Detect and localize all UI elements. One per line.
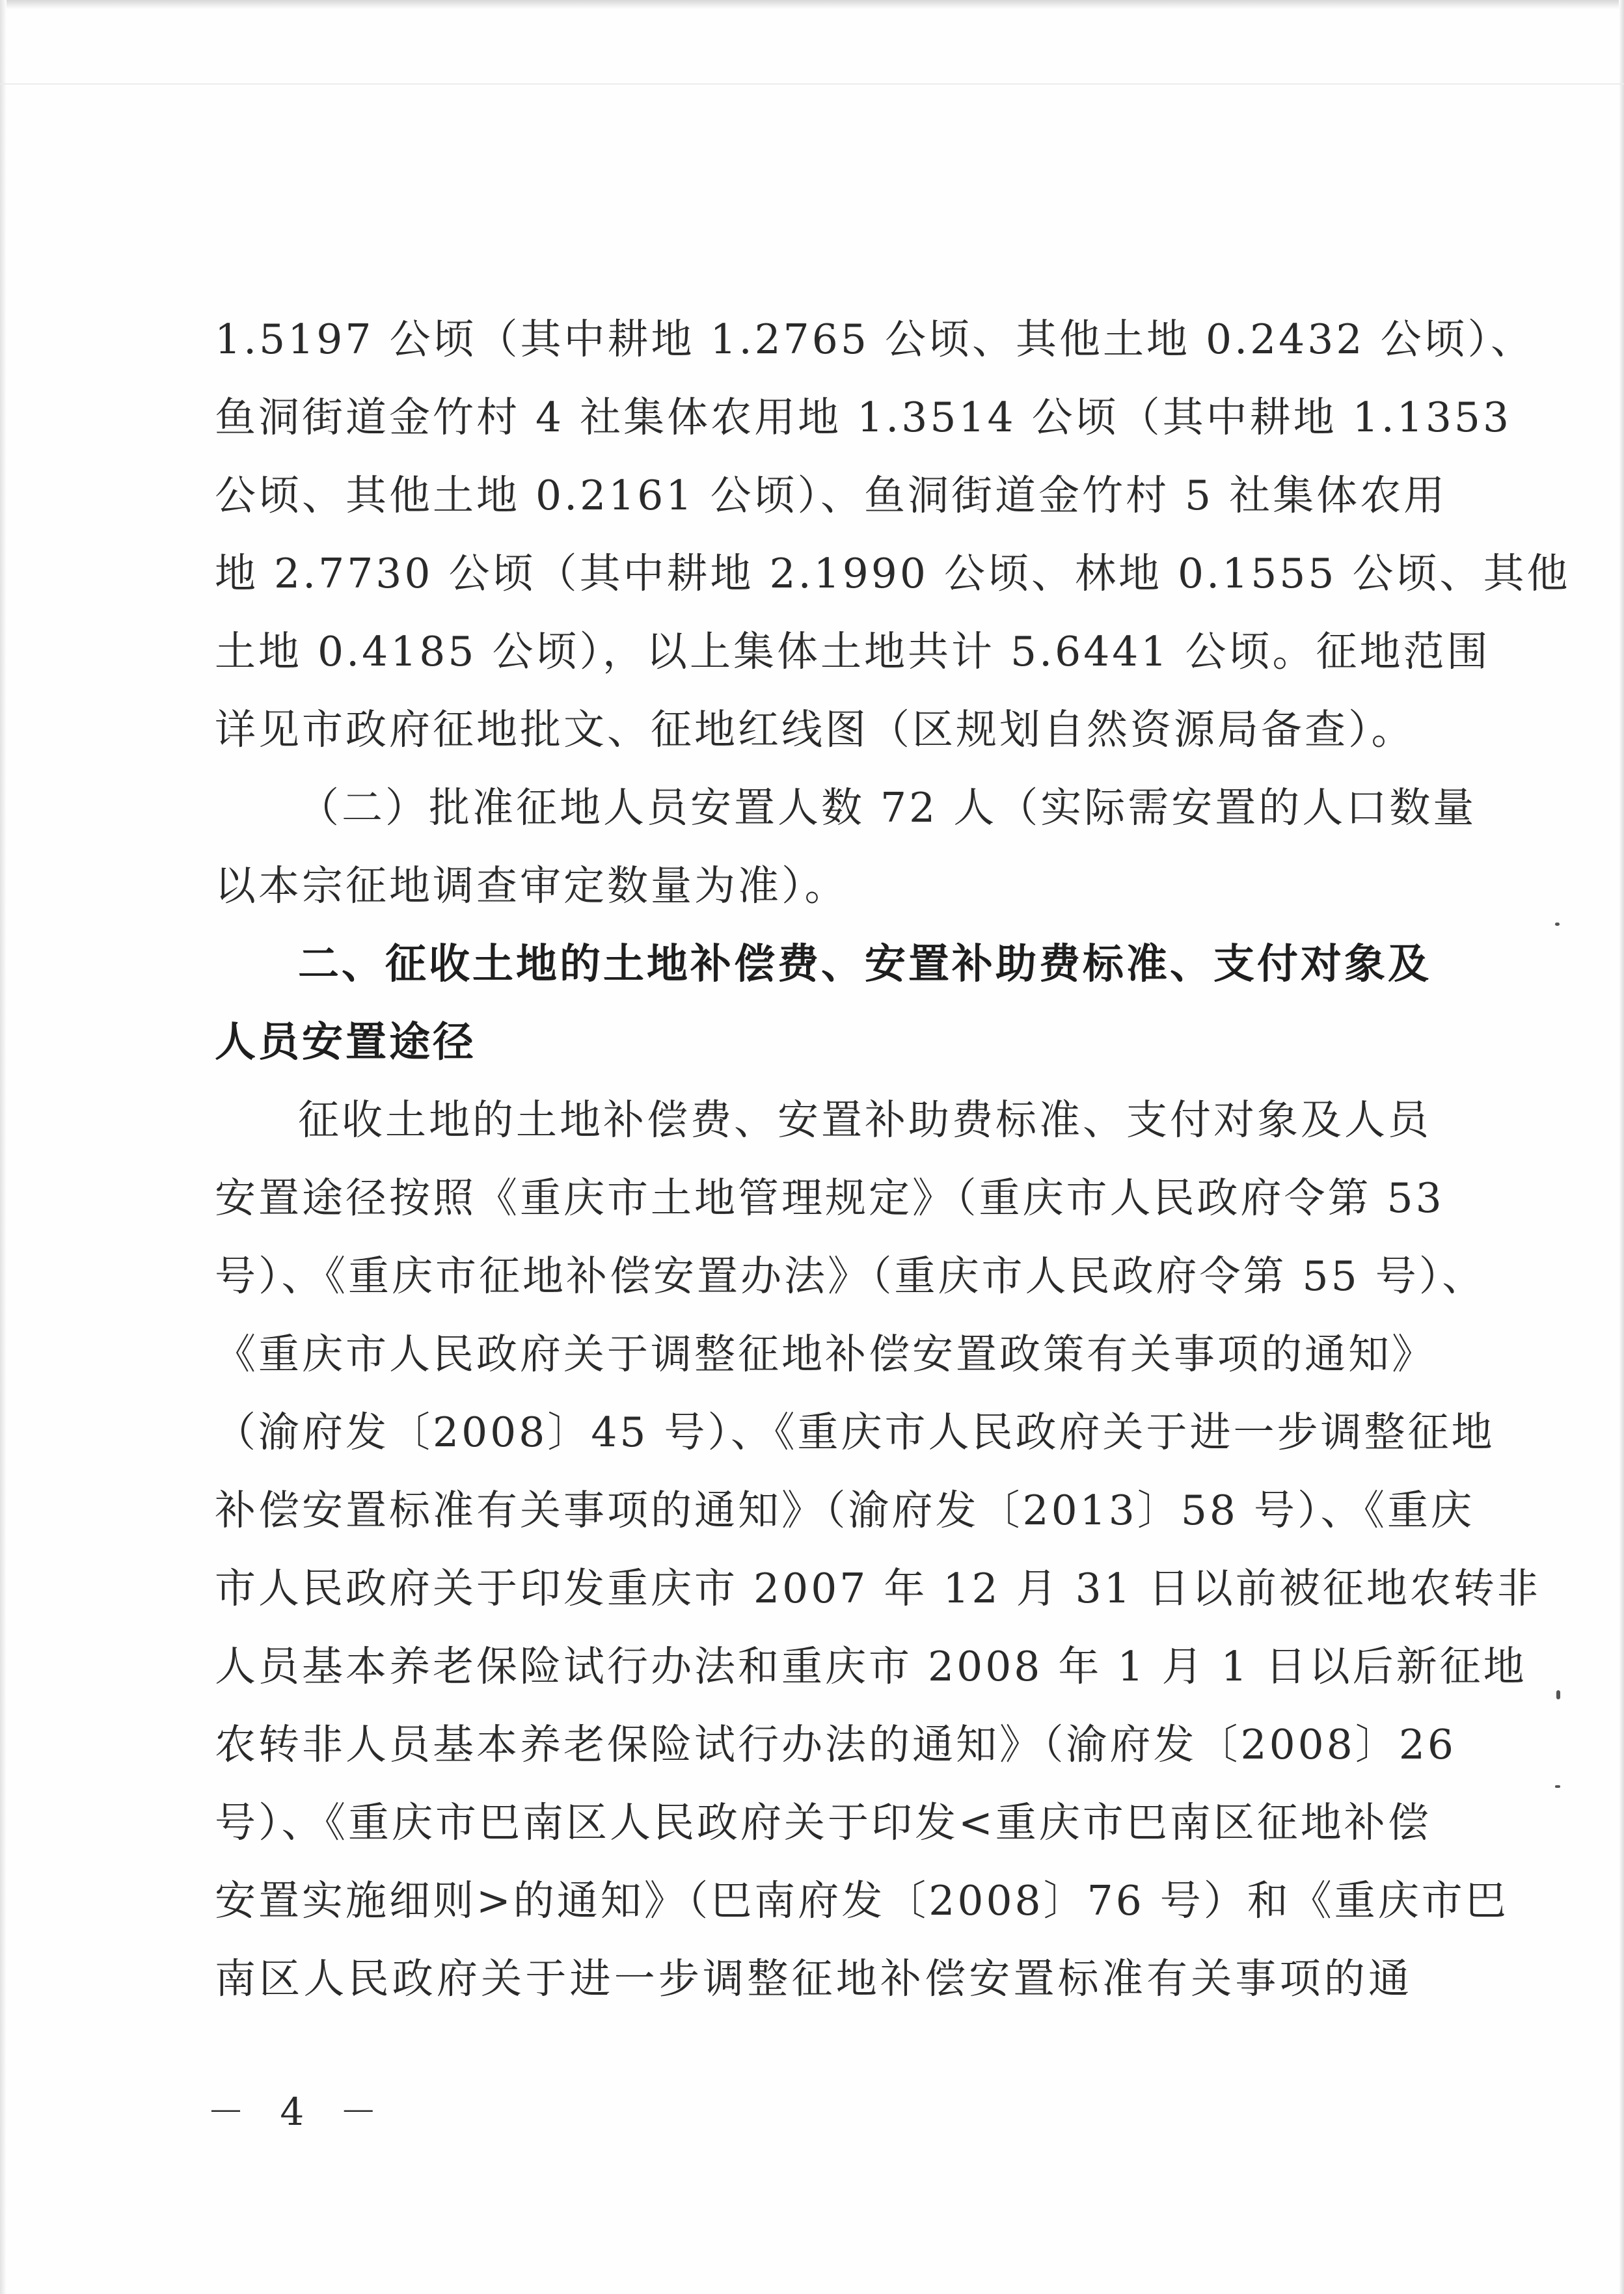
subsection-paragraph-start: （二）批准征地人员安置人数 72 人（实际需安置的人口数量 [298,784,1477,831]
body-line: 人员基本养老保险试行办法和重庆市 2008 年 1 月 1 日以后新征地 [215,1643,1527,1690]
body-line: 安置实施细则>的通知》（巴南府发〔2008〕76 号）和《重庆市巴 [215,1877,1509,1924]
body-line: 鱼洞街道金竹村 4 社集体农用地 1.3514 公顷（其中耕地 1.1353 [215,394,1512,441]
body-line: 1.5197 公顷（其中耕地 1.2765 公顷、其他土地 0.2432 公顷）、 [215,316,1534,363]
body-line: 公顷、其他土地 0.2161 公顷）、鱼洞街道金竹村 5 社集体农用 [215,472,1448,519]
scan-speck [1555,1785,1560,1788]
body-line: 安置途径按照《重庆市土地管理规定》（重庆市人民政府令第 53 [215,1174,1444,1222]
body-line: 南区人民政府关于进一步调整征地补偿安置标准有关事项的通 [215,1955,1412,2003]
paragraph-start: 征收土地的土地补偿费、安置补助费标准、支付对象及人员 [298,1096,1431,1144]
scan-edge-right [1619,0,1624,2294]
scan-speck [1556,1690,1560,1699]
scan-speck [1555,923,1560,926]
body-line: 地 2.7730 公顷（其中耕地 2.1990 公顷、林地 0.1555 公顷、其他 [215,550,1571,597]
body-line: （渝府发〔2008〕45 号）、《重庆市人民政府关于进一步调整征地 [215,1409,1495,1456]
scan-line [0,83,1624,85]
body-line: 号）、《重庆市巴南区人民政府关于印发<重庆市巴南区征地补偿 [215,1799,1431,1846]
body-line: 土地 0.4185 公顷），以上集体土地共计 5.6441 公顷。征地范围 [215,628,1491,675]
body-line: 号）、《重庆市征地补偿安置办法》（重庆市人民政府令第 55 号）、 [215,1252,1486,1300]
body-line: 以本宗征地调查审定数量为准）。 [215,862,848,910]
section-heading: 二、征收土地的土地补偿费、安置补助费标准、支付对象及 [298,940,1431,988]
page-number: － 4 － [207,2090,389,2134]
body-line: 补偿安置标准有关事项的通知》（渝府发〔2013〕58 号）、《重庆 [215,1487,1475,1534]
body-line: 详见市政府征地批文、征地红线图（区规划自然资源局备查）。 [215,706,1415,753]
scan-edge-left [0,0,7,2294]
body-line: 农转非人员基本养老保险试行办法的通知》（渝府发〔2008〕26 [215,1721,1456,1768]
body-line: 市人民政府关于印发重庆市 2007 年 12 月 31 日以前被征地农转非 [215,1565,1541,1612]
document-body [215,301,1571,2018]
scan-edge-top [0,0,1624,9]
body-line: 《重庆市人民政府关于调整征地补偿安置政策有关事项的通知》 [215,1330,1435,1378]
section-heading-continued: 人员安置途径 [215,1018,476,1066]
